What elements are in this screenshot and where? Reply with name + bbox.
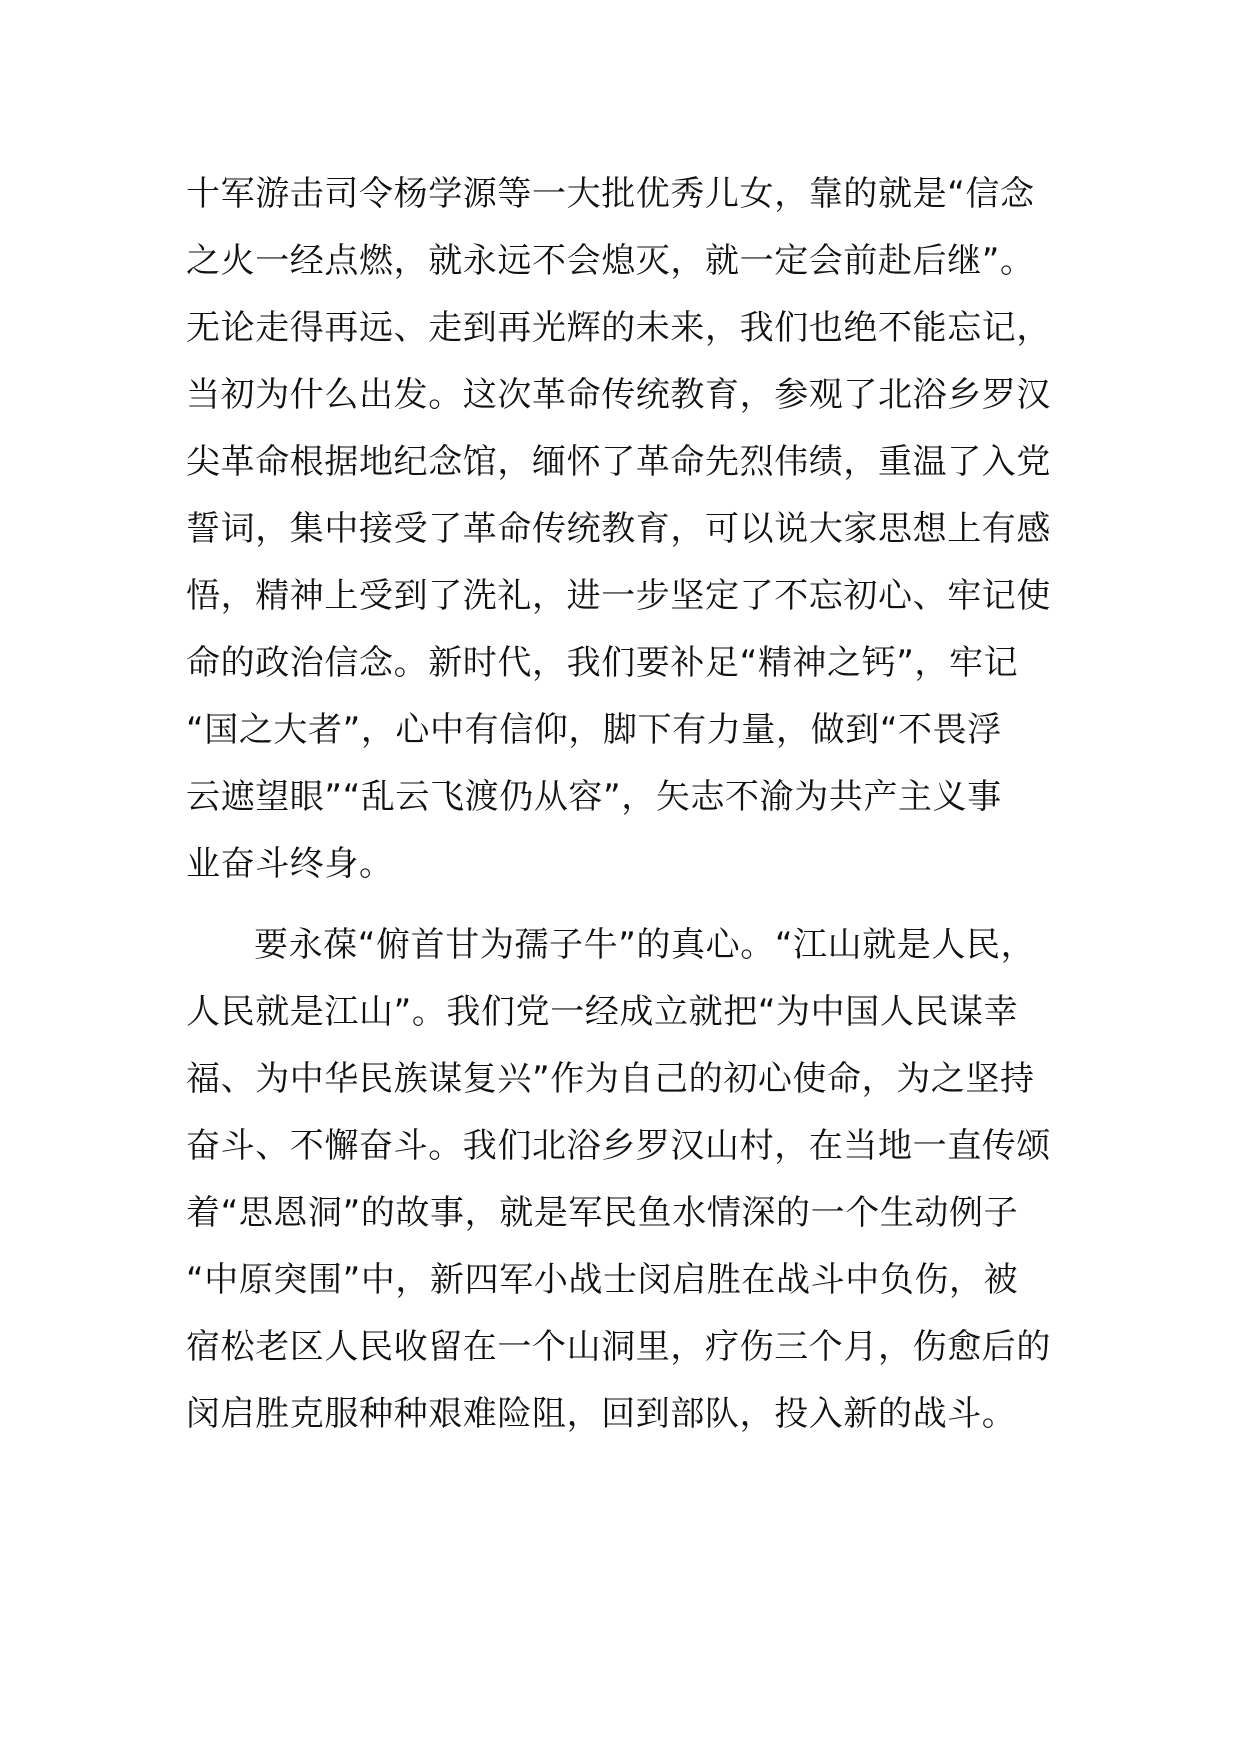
text-line: 业奋斗终身。 — [186, 844, 394, 884]
text-line: 悟，精神上受到了洗礼，进一步坚定了不忘初心、牢记使 — [186, 576, 1051, 616]
text-line: 奋斗、不懈奋斗。我们北浴乡罗汉山村，在当地一直传颂 — [186, 1126, 1051, 1166]
text-line: 云遮望眼”“乱云飞渡仍从容”，矢志不渝为共产主义事 — [186, 777, 1002, 817]
text-line: 尖革命根据地纪念馆，缅怀了革命先烈伟绩，重温了入党 — [186, 442, 1051, 482]
text-line: 命的政治信念。新时代，我们要补足“精神之钙”，牢记 — [186, 643, 1019, 683]
text-line: 闵启胜克服种种艰难险阻，回到部队，投入新的战斗。 — [186, 1394, 1017, 1434]
text-line: “国之大者”，心中有信仰，脚下有力量，做到“不畏浮 — [186, 710, 1002, 750]
paragraph-first-line: 要永葆“俯首甘为孺子牛”的真心。“江山就是人民， — [254, 925, 1036, 965]
text-line: 当初为什么出发。这次革命传统教育，参观了北浴乡罗汉 — [186, 375, 1051, 415]
text-line: 着“思恩洞”的故事，就是军民鱼水情深的一个生动例子 — [186, 1193, 1019, 1233]
text-line: 之火一经点燃，就永远不会熄灭，就一定会前赴后继”。 — [186, 241, 1035, 281]
text-line: 福、为中华民族谋复兴”作为自己的初心使命，为之坚持 — [186, 1059, 1035, 1099]
text-line: 宿松老区人民收留在一个山洞里，疗伤三个月，伤愈后的 — [186, 1327, 1051, 1367]
text-line: 誓词，集中接受了革命传统教育，可以说大家思想上有感 — [186, 509, 1051, 549]
text-line: 十军游击司令杨学源等一大批优秀儿女，靠的就是“信念 — [186, 174, 1035, 214]
text-line: 无论走得再远、走到再光辉的未来，我们也绝不能忘记， — [186, 308, 1051, 348]
text-line: “中原突围”中，新四军小战士闵启胜在战斗中负伤，被 — [186, 1260, 1019, 1300]
text-line: 人民就是江山”。我们党一经成立就把“为中国人民谋幸 — [186, 992, 1019, 1032]
